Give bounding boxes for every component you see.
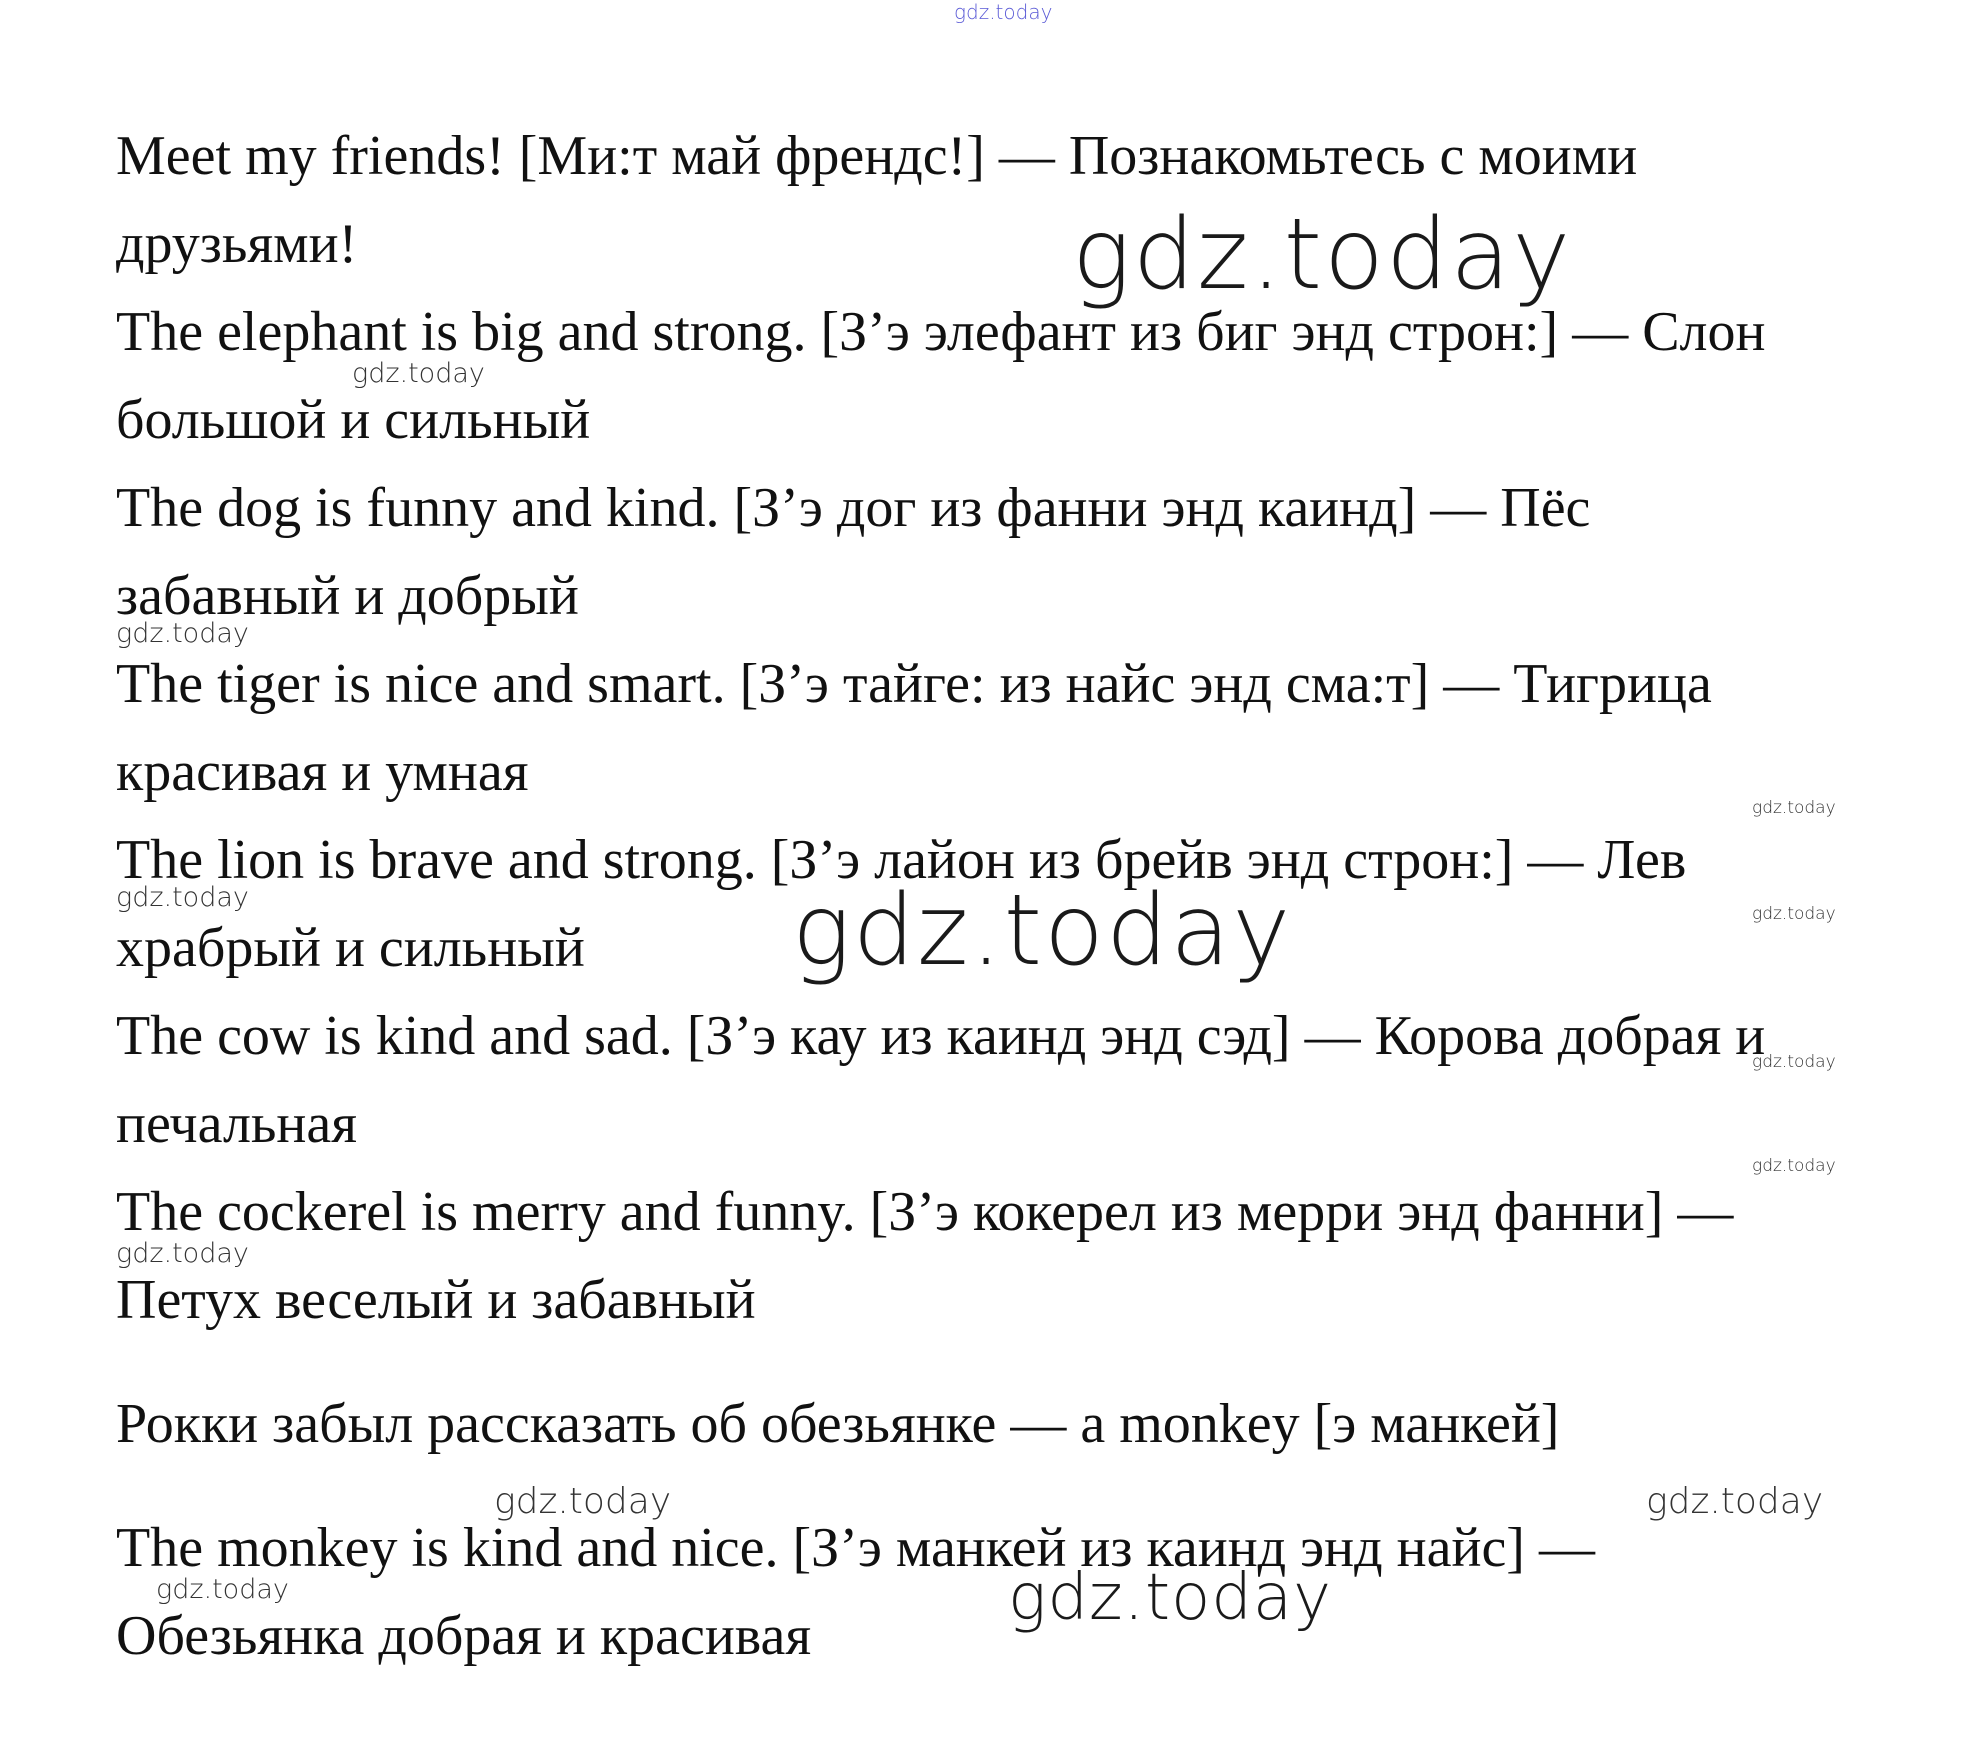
text-line: Обезьянка добрая и красивая — [116, 1605, 812, 1667]
watermark: gdz.today — [1752, 904, 1836, 924]
text-line: Петух веселый и забавный — [116, 1269, 756, 1331]
text-line: The tiger is nice and smart. [З’э тайге: из найс энд сма:т] — Тигрица — [116, 653, 1712, 715]
text-line: Рокки забыл рассказать об обезьянке — a monkey [э манкей] — [116, 1393, 1560, 1455]
watermark: gdz.today — [156, 1574, 289, 1605]
text-line: The cow is kind and sad. [З’э кау из каинд энд сэд] — Корова добрая и — [116, 1005, 1766, 1067]
watermark: gdz.today — [116, 882, 249, 913]
text-line: The dog is funny and kind. [З’э дог из фанни энд каинд] — Пёс — [116, 477, 1591, 539]
text-line: The elephant is big and strong. [З’э элефант из биг энд строн:] — Слон — [116, 301, 1766, 363]
text-line: The lion is brave and strong. [З’э лайон из брейв энд строн:] — Лев — [116, 829, 1687, 891]
text-line: забавный и добрый — [116, 565, 579, 627]
watermark: gdz.today — [792, 874, 1293, 988]
watermark: gdz.today — [1752, 1052, 1836, 1072]
text-line: большой и сильный — [116, 389, 591, 451]
watermark: gdz.today — [1646, 1481, 1824, 1522]
text-line: печальная — [116, 1093, 358, 1155]
watermark: gdz.today — [116, 618, 249, 649]
watermark: gdz.today — [116, 1238, 249, 1269]
watermark: gdz.today — [1072, 198, 1573, 312]
watermark: gdz.today — [1752, 798, 1836, 818]
text-line: The monkey is kind and nice. [З’э манкей из каинд энд найс] — — [116, 1517, 1595, 1579]
watermark: gdz.today — [954, 0, 1053, 24]
text-line: храбрый и сильный — [116, 917, 585, 979]
text-line: Meet my friends! [Ми:т май френдс!] — Познакомьтесь с моими — [116, 125, 1638, 187]
text-line: красивая и умная — [116, 741, 529, 803]
watermark: gdz.today — [494, 1481, 672, 1522]
watermark: gdz.today — [352, 358, 485, 389]
text-line: друзьями! — [116, 213, 358, 275]
watermark: gdz.today — [1752, 1156, 1836, 1176]
text-line: The cockerel is merry and funny. [З’э кокерел из мерри энд фанни] — — [116, 1181, 1734, 1243]
watermark: gdz.today — [1008, 1561, 1332, 1635]
